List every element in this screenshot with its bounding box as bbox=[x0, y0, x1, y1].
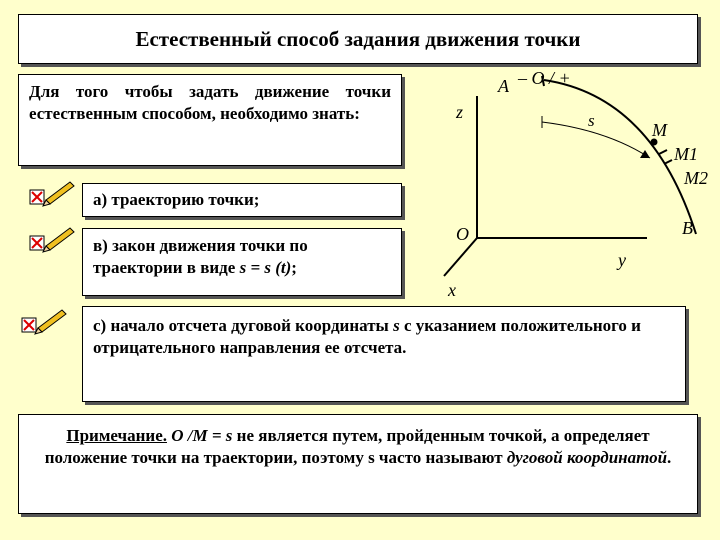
page-title bbox=[18, 14, 698, 64]
tick-m2 bbox=[664, 160, 672, 164]
trajectory-diagram bbox=[402, 66, 720, 306]
label-m: M bbox=[652, 120, 667, 140]
item-a-text: а) траекторию точки; bbox=[93, 190, 260, 209]
label-origin: – O / + bbox=[518, 68, 571, 88]
note-formula: O /M = s bbox=[171, 426, 233, 445]
label-a: A bbox=[498, 76, 509, 96]
label-s: s bbox=[588, 111, 595, 130]
item-arc-origin bbox=[82, 306, 686, 402]
title-text: Естественный способ задания движения точки bbox=[135, 26, 581, 51]
item-b-prefix: в) закон движения точки по траектории в виде bbox=[93, 236, 308, 277]
label-y: y bbox=[618, 250, 626, 270]
label-o: O bbox=[456, 224, 469, 244]
item-b-suffix: ; bbox=[291, 258, 297, 277]
arc-arrow bbox=[640, 150, 650, 158]
item-motion-law bbox=[82, 228, 402, 296]
item-c-prefix: с) начало отсчета дуговой координаты bbox=[93, 316, 394, 335]
label-m2: M2 bbox=[684, 168, 708, 188]
item-b-formula: s = s (t) bbox=[239, 258, 292, 277]
intro-text: Для того чтобы задать движение точки естественным способом, необходимо знать: bbox=[29, 82, 391, 123]
arc-coordinate-s bbox=[542, 122, 650, 158]
tick-m1 bbox=[659, 150, 667, 154]
intro-box bbox=[18, 74, 402, 166]
note-text: не является путем, пройденным точкой, а определяет положение точки на траектории, поэтому s часто называют bbox=[44, 426, 650, 467]
note-end: . bbox=[667, 448, 672, 467]
note-box bbox=[18, 414, 698, 514]
checkbox-pencil-icon bbox=[28, 224, 78, 256]
item-trajectory bbox=[82, 183, 402, 217]
label-z: z bbox=[456, 102, 464, 122]
label-x: x bbox=[448, 280, 456, 300]
checkbox-pencil-icon bbox=[28, 178, 78, 210]
item-c-symbol: s bbox=[393, 316, 400, 335]
note-emphasis: дуговой координатой bbox=[506, 448, 668, 467]
label-m1: M1 bbox=[674, 144, 698, 164]
item-c-suffix: с указанием положительного и отрицательного направления ее отсчета. bbox=[93, 316, 641, 357]
label-b: B bbox=[682, 218, 693, 238]
checkbox-pencil-icon bbox=[20, 306, 70, 338]
note-label: Примечание. bbox=[66, 426, 167, 445]
